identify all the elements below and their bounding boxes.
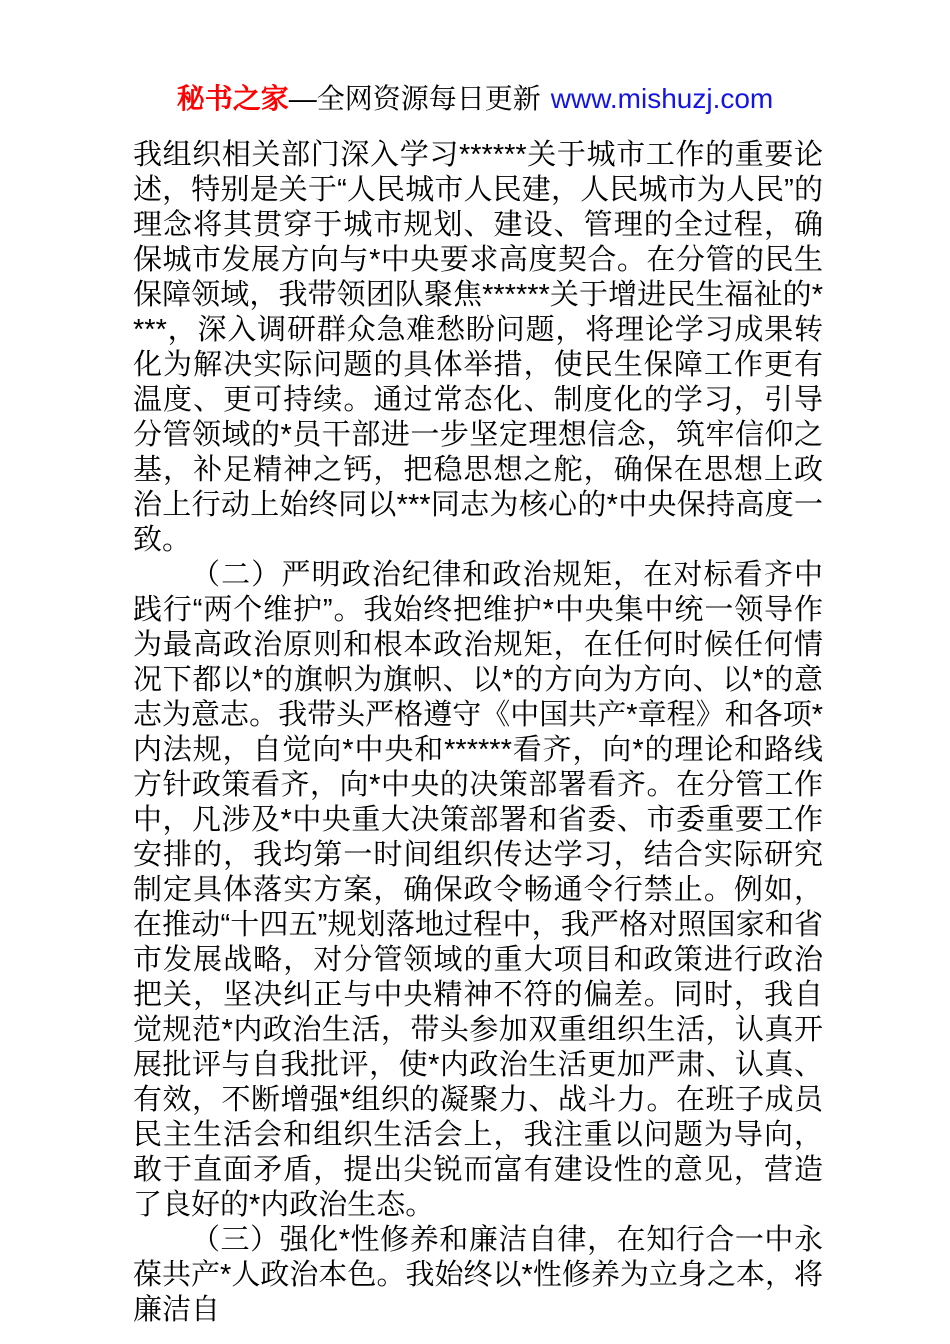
document-body xyxy=(133,138,823,1328)
site-header xyxy=(0,82,950,116)
site-tagline: —全网资源每日更新 xyxy=(288,83,541,114)
paragraph-section-3: （三）强化*性修养和廉洁自律，在知行合一中永葆共产*人政治本色。我始终以*性修养为立身之本，将廉洁自 xyxy=(133,1224,823,1326)
paragraph-section-2: （二）严明政治纪律和政治规矩，在对标看齐中践行“两个维护”。我始终把维护*中央集中统一领导作为最高政治原则和根本政治规矩，在任何时候任何情况下都以*的旗帜为旗帜、以*的方向为方向、以*的意志为意志。我带头严格遵守《中国共产*章程》和各项*内法规，自觉向*中央和******看齐，向*的理论和路线方针政策看齐，向*中央的决策部署看齐。在分管工作中，凡涉及*中央重大决策部署和省委、市委重要工作安排的，我均第一时间组织传达学习，结合实际研究制定具体落实方案，确保政令畅通令行禁止。例如，在推动“十四五”规划落地过程中，我严格对照国家和省市发展战略，对分管领域的重大项目和政策进行政治把关，坚决纠正与中央精神不符的偏差。同时，我自觉规范*内政治生活，带头参加双重组织生活，认真开展批评与自我批评，使*内政治生活更加严肃、认真、有效，不断增强*组织的凝聚力、战斗力。在班子成员民主生活会和组织生活会上，我注重以问题为导向，敢于直面矛盾，提出尖锐而富有建设性的意见，营造了良好的*内政治生态。 xyxy=(133,559,823,1221)
site-name: 秘书之家 xyxy=(176,83,289,114)
paragraph-continuation: 我组织相关部门深入学习******关于城市工作的重要论述，特别是关于“人民城市人民建，人民城市为人民”的理念将其贯穿于城市规划、建设、管理的全过程，确保城市发展方向与*中央要求高度契合。在分管的民生保障领域，我带领团队聚焦******关于增进民生福祉的****，深入调研群众急难愁盼问题，将理论学习成果转化为解决实际问题的具体举措，使民生保障工作更有温度、更可持续。通过常态化、制度化的学习，引导分管领域的*员干部进一步坚定理想信念，筑牢信仰之基，补足精神之钙，把稳思想之舵，确保在思想上政治上行动上始终同以***同志为核心的*中央保持高度一致。 xyxy=(133,139,823,556)
site-url-link[interactable]: www.mishuzj.com xyxy=(550,83,774,114)
